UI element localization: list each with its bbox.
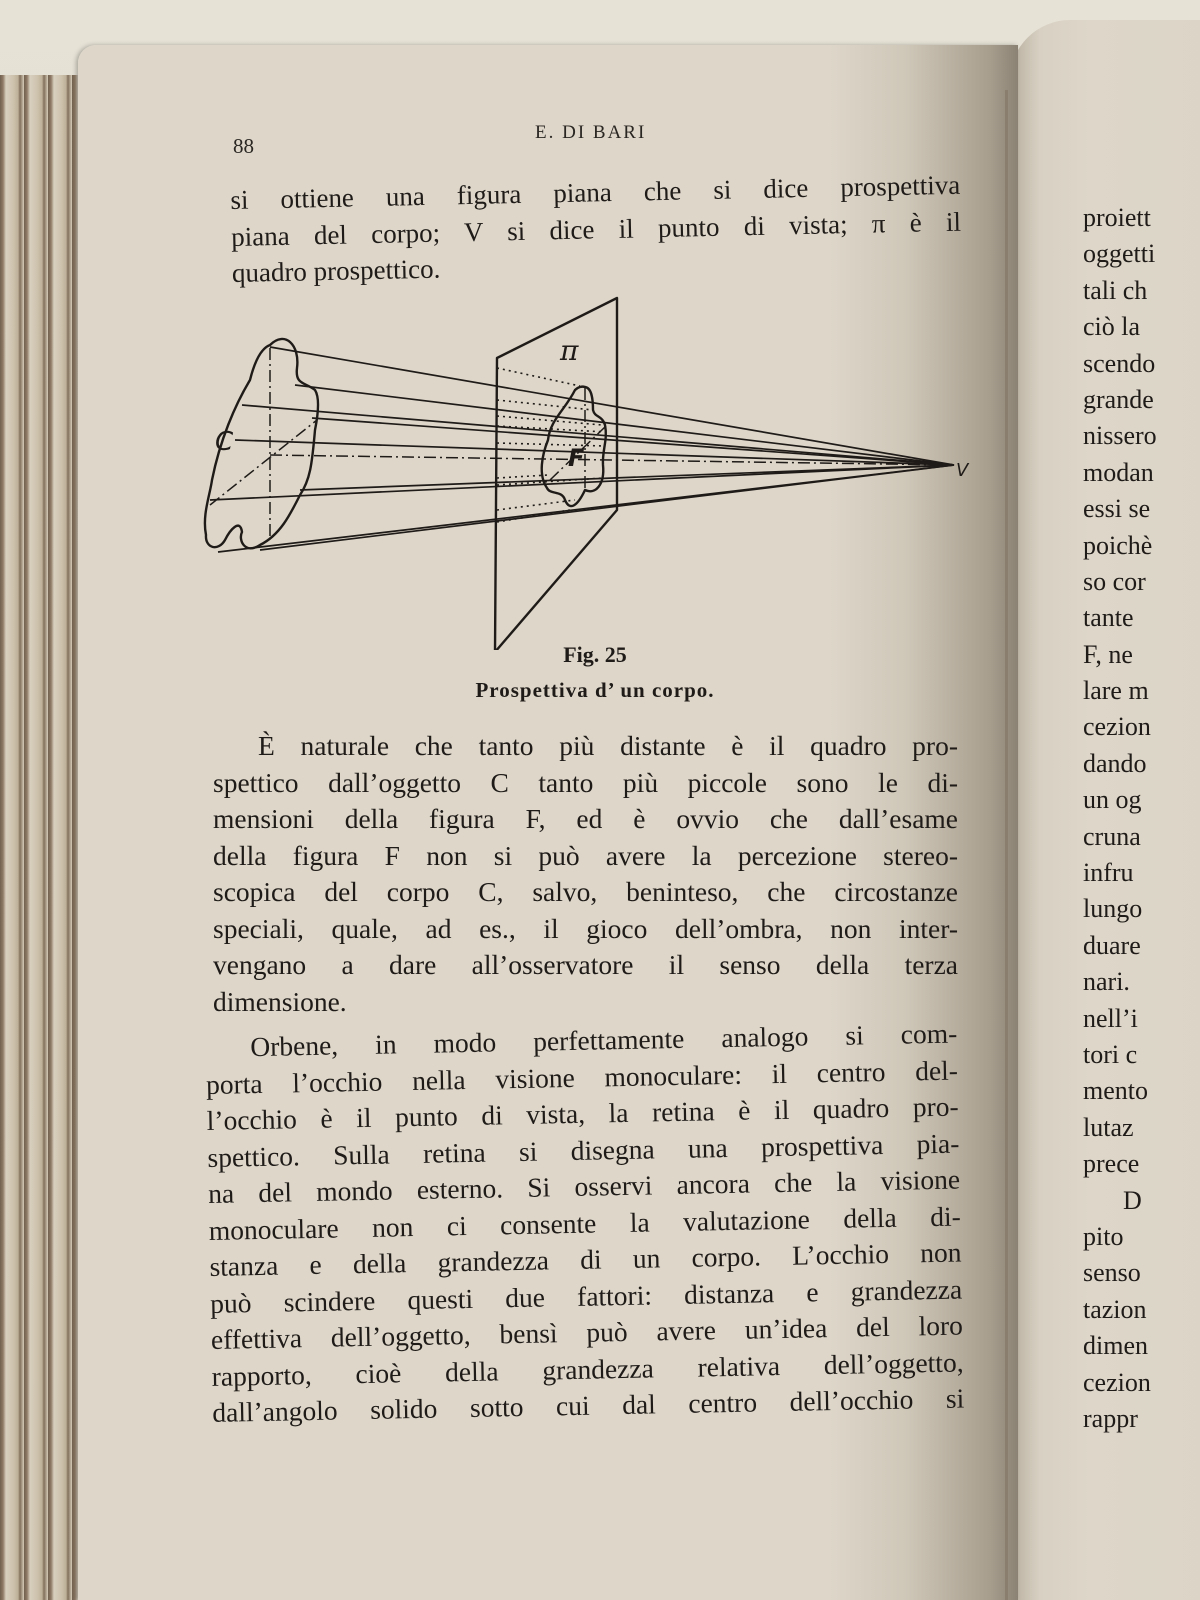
text-fragment: tante [1083,603,1134,633]
text-line: effettiva dell’oggetto, bensì può avere un’idea del loro [210,1309,964,1355]
text-line: È naturale che tanto più distante è il quadro pro- [258,730,958,761]
text-fragment: infru [1083,858,1134,888]
text-fragment: lare m [1083,676,1149,706]
label-object-c: C [215,427,234,457]
text-fragment: D [1123,1185,1142,1215]
text-line: spettico. Sulla retina si disegna una prospettiva pia- [207,1127,960,1173]
figure-perspective-diagram [200,290,980,650]
text-fragment: so cor [1083,566,1146,596]
text-fragment: lutaz [1083,1112,1134,1142]
text-line: può scindere questi due fattori: distanza e grandezza [209,1273,963,1319]
text-fragment: cezion [1083,1367,1151,1397]
text-fragment: lungo [1083,894,1143,924]
text-line: l’occhio è il punto di vista, la retina è il quadro pro- [206,1090,959,1136]
figure-number: Fig. 25 [563,642,627,667]
text-line: Orbene, in modo perfettamente analogo si com- [250,1017,958,1063]
text-fragment: un og [1083,785,1142,815]
text-fragment: dando [1083,748,1147,778]
running-head-author: E. DI BARI [535,122,647,143]
text-fragment: nari. [1083,967,1130,997]
text-line: quadro prospettico. [231,253,441,288]
text-fragment: rappr [1083,1403,1138,1433]
right-page-text-fragments [1083,200,1200,1437]
text-fragment: tazion [1083,1294,1147,1324]
text-fragment: nell’i [1083,1003,1138,1033]
text-line: vengano a dare all’osservatore il senso della terza [213,949,958,980]
text-fragment: modan [1083,457,1154,487]
text-fragment: pito [1083,1221,1124,1251]
perspective-diagram-svg [200,290,980,650]
text-fragment: cruna [1083,821,1141,851]
text-fragment: F, ne [1083,639,1133,669]
paragraph-2 [205,1016,965,1432]
book-gutter [1005,90,1008,1600]
text-fragment: grande [1083,384,1154,414]
text-line: rapporto, cioè della grandezza relativa dell’oggetto, [211,1346,964,1392]
text-line: si ottiene una figura piana che si dice prospettiva [230,169,961,215]
text-fragment: ciò la [1083,312,1141,342]
figure-title: Prospettiva d’ un corpo. [475,678,715,702]
label-image-f: F [568,444,585,472]
text-line: spettico dall’oggetto C tanto più piccole sono le di- [213,766,958,798]
text-fragment: tali ch [1083,275,1148,305]
text-fragment: oggetti [1083,239,1156,269]
page-edges-stack [0,75,85,1600]
text-line: stanza e della grandezza di un corpo. L’occhio non [209,1236,962,1282]
text-fragment: tori c [1083,1039,1138,1069]
text-fragment: nissero [1083,421,1157,451]
text-line: na del mondo esterno. Si osservi ancora che la visione [207,1163,961,1209]
label-viewpoint-v: V [956,460,969,481]
text-line: scopica del corpo C, salvo, beninteso, che circostanze [213,876,958,907]
text-fragment: prece [1083,1149,1140,1179]
text-fragment: duare [1083,930,1141,960]
text-line: mensioni della figura F, ed è ovvio che dall’esame [213,803,958,834]
text-line: dimensione. [213,985,347,1017]
label-plane-pi: π [560,334,579,367]
text-fragment: senso [1083,1258,1141,1288]
text-line: monoculare non ci consente la valutazione della di- [208,1200,961,1246]
text-line: speciali, quale, ad es., il gioco dell’ombra, non inter- [213,912,958,944]
text-fragment: cezion [1083,712,1151,742]
text-fragment: scendo [1083,348,1156,378]
paragraph-1 [213,728,958,1020]
text-line: piana del corpo; V si dice il punto di vista; π è il [230,206,962,252]
text-line: dall’angolo solido sotto cui dal centro dell’occhio si [212,1382,965,1428]
text-fragment: proiett [1083,203,1151,232]
text-line: porta l’occhio nella visione monoculare: il centro del- [205,1054,959,1100]
text-fragment: dimen [1083,1331,1148,1361]
page-number: 88 [233,134,254,158]
intro-text [230,167,962,292]
text-fragment: essi se [1083,494,1151,524]
text-fragment: mento [1083,1076,1148,1106]
text-line: della figura F non si può avere la percezione stereo- [213,839,958,871]
text-fragment: poichè [1083,530,1153,560]
